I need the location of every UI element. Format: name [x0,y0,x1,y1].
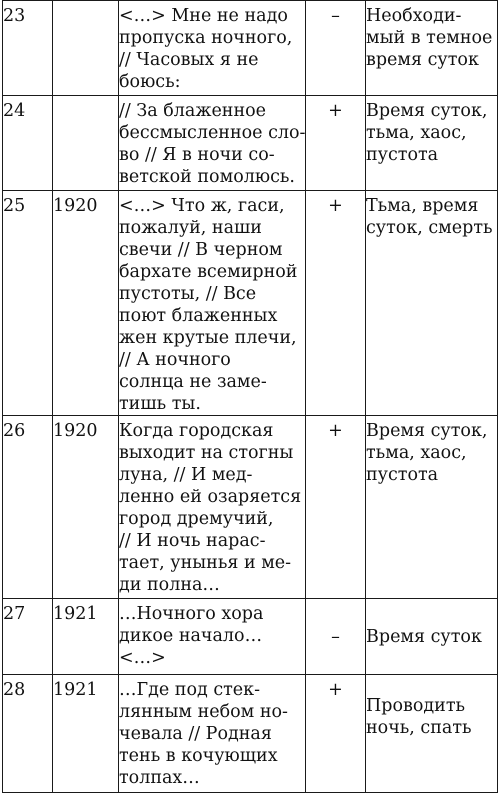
quote-cell [119,416,306,599]
row-year: 1921 [53,599,119,675]
table-row [3,416,498,599]
quote-line: бархате всемирной [119,262,298,282]
quote-cell [119,675,306,793]
meaning-line: время суток [366,50,479,70]
quote-line: боюсь: [119,72,181,92]
row-number: 25 [3,191,53,416]
meaning-line: Время суток [366,627,482,647]
row-number: 26 [3,416,53,599]
meaning-line: пустота [366,145,439,165]
quote-line: свечи // В черном [119,240,283,260]
meaning-line: ночь, спать [366,718,472,738]
quote-line: дикое начало… [119,626,263,646]
meaning-line: Время суток, [366,421,488,441]
row-number: 28 [3,675,53,793]
row-number: 23 [3,1,53,96]
quote-line: // За блаженное [119,101,267,121]
row-year [53,96,119,191]
quote-line: тишь ты. [119,394,201,414]
quote-cell [119,96,306,191]
quote-cell [119,191,306,416]
row-year: 1920 [53,191,119,416]
quote-cell [119,1,306,96]
quote-line: выходит на стогны [119,443,294,463]
quote-line: тень в кочующих [119,746,278,766]
meaning-cell [366,416,498,599]
meaning-cell [366,96,498,191]
meaning-line: Проводить [366,696,466,716]
sign-cell: + [306,416,366,599]
meaning-line: мый в темное [366,28,493,48]
row-year: 1920 [53,416,119,599]
quote-cell [119,599,306,675]
quote-line: ленно ей озаряется [119,487,302,507]
quote-line: …Ночного хора [119,604,264,624]
row-year [53,1,119,96]
meaning-line: Необходи- [366,6,462,26]
quote-line: ветской помолюсь. [119,167,295,187]
row-number: 24 [3,96,53,191]
meaning-cell [366,675,498,793]
table-row [3,1,498,96]
quote-line: <…> [119,648,166,668]
quote-line: пожалуй, наши [119,218,262,238]
quote-line: ди полна… [119,575,220,595]
quote-line: солнца не заме- [119,372,267,392]
quote-line: лянным небом но- [119,702,288,722]
quote-line: жен крутые плечи, [119,328,297,348]
quote-line: город дремучий, [119,509,274,529]
meaning-line: тьма, хаос, [366,443,467,463]
table-row [3,96,498,191]
poem-night-table [2,0,498,793]
quote-line: во // Я в ночи со- [119,145,275,165]
quote-line: // А ночного [119,350,231,370]
meaning-cell [366,1,498,96]
meaning-line: пустота [366,465,439,485]
table-row [3,675,498,793]
quote-line: бессмысленное сло- [119,123,306,143]
row-number: 27 [3,599,53,675]
sign-cell: + [306,675,366,793]
sign-cell: + [306,191,366,416]
sign-cell: + [306,96,366,191]
row-year: 1921 [53,675,119,793]
meaning-line: Время суток, [366,101,488,121]
quote-line: пустоты, // Все [119,284,257,304]
quote-line: // Часовых я не [119,50,259,70]
table-row [3,191,498,416]
meaning-cell [366,191,498,416]
quote-line: пропуска ночного, [119,28,293,48]
quote-line: чевала // Родная [119,724,272,744]
quote-line: луна, // И мед- [119,465,253,485]
sign-cell: – [306,599,366,675]
quote-line: поют блаженных [119,306,278,326]
meaning-cell [366,599,498,675]
quote-line: <…> Что ж, гаси, [119,196,285,216]
table-row [3,599,498,675]
sign-cell: – [306,1,366,96]
quote-line: <…> Мне не надо [119,6,288,26]
meaning-line: тьма, хаос, [366,123,467,143]
meaning-line: суток, смерть [366,218,493,238]
quote-line: тает, унынья и ме- [119,553,292,573]
quote-line: толпах… [119,768,200,788]
quote-line: Когда городская [119,421,274,441]
meaning-line: Тьма, время [366,196,479,216]
quote-line: // И ночь нарас- [119,531,266,551]
quote-line: …Где под стек- [119,680,261,700]
